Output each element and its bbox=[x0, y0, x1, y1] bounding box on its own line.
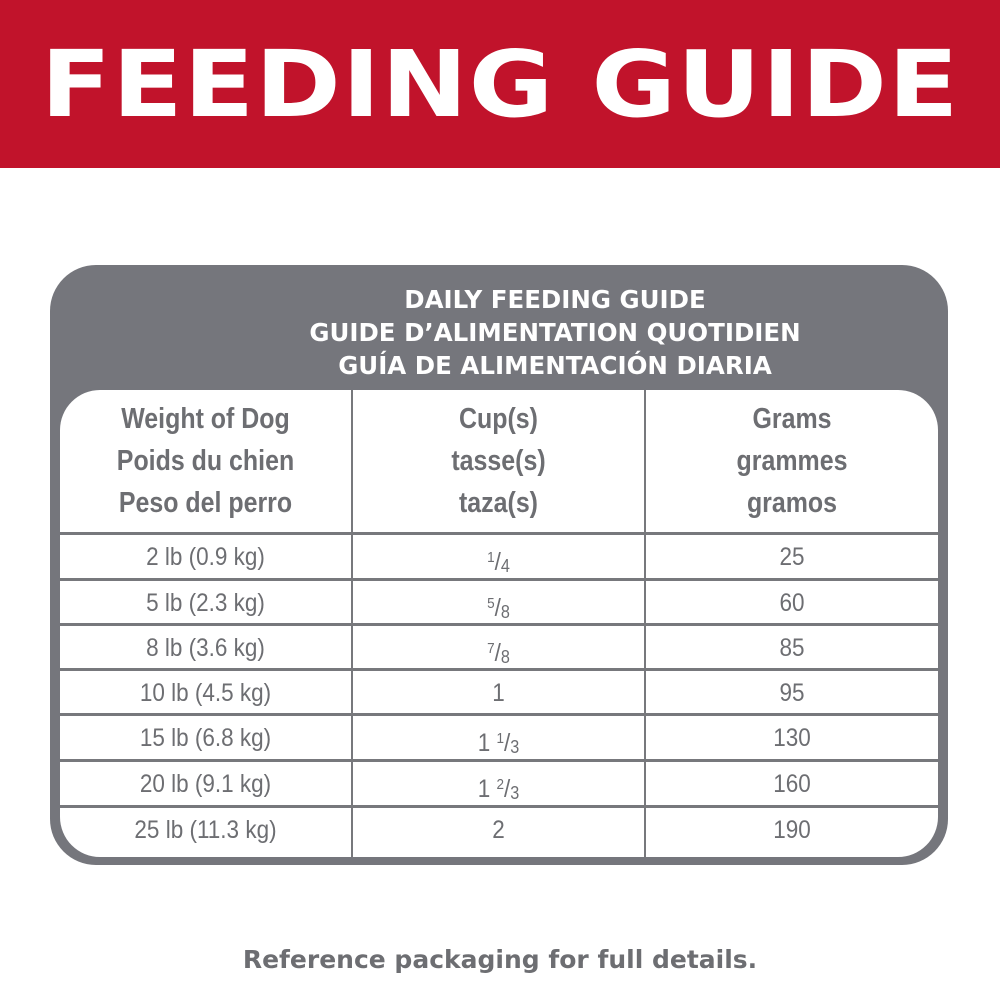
header-grams-fr: grammes bbox=[736, 445, 848, 477]
header-cups-es: taza(s) bbox=[458, 487, 538, 519]
header-grams bbox=[666, 398, 917, 524]
cell-weight: 20 lb (9.1 kg) bbox=[139, 770, 272, 798]
cell-grams: 25 bbox=[779, 543, 805, 571]
header-banner bbox=[0, 0, 1000, 168]
header-cups bbox=[373, 398, 623, 524]
cell-cups: 1 $^1/_3$ bbox=[477, 729, 520, 757]
cell-weight: 8 lb (3.6 kg) bbox=[146, 634, 265, 662]
cell-weight: 5 lb (2.3 kg) bbox=[146, 589, 265, 617]
header-weight-en: Weight of Dog bbox=[121, 403, 290, 435]
guide-title-fr: GUIDE D’ALIMENTATION QUOTIDIEN bbox=[309, 318, 801, 347]
cell-cups: $^5/_8$ bbox=[487, 594, 510, 622]
feeding-guide-card bbox=[50, 265, 948, 865]
header-cups-fr: tasse(s) bbox=[451, 445, 546, 477]
guide-title bbox=[217, 283, 893, 382]
cell-grams: 130 bbox=[773, 724, 811, 752]
cell-cups: 1 $^2/_3$ bbox=[477, 775, 520, 803]
cell-grams: 95 bbox=[779, 679, 805, 707]
header-weight-es: Peso del perro bbox=[118, 487, 293, 519]
cell-grams: 160 bbox=[773, 770, 811, 798]
header-weight-fr: Poids du chien bbox=[116, 445, 295, 477]
header-weight bbox=[80, 398, 330, 524]
cell-cups: 1 bbox=[492, 679, 505, 707]
cell-cups: $^1/_4$ bbox=[487, 548, 510, 576]
cell-weight: 25 lb (11.3 kg) bbox=[134, 816, 277, 844]
cell-grams: 60 bbox=[779, 589, 805, 617]
cell-weight: 2 lb (0.9 kg) bbox=[146, 543, 265, 571]
cell-cups: 2 bbox=[492, 816, 505, 844]
cell-grams: 85 bbox=[779, 634, 805, 662]
guide-title-es: GUÍA DE ALIMENTACIÓN DIARIA bbox=[338, 351, 772, 380]
cell-grams: 190 bbox=[773, 816, 811, 844]
header-grams-en: Grams bbox=[752, 403, 832, 435]
header-cups-en: Cup(s) bbox=[459, 403, 538, 435]
header-grams-es: gramos bbox=[746, 487, 838, 519]
cell-weight: 15 lb (6.8 kg) bbox=[139, 724, 272, 752]
feeding-table bbox=[60, 390, 938, 857]
cell-cups: $^7/_8$ bbox=[487, 639, 510, 667]
cell-weight: 10 lb (4.5 kg) bbox=[139, 679, 272, 707]
page-title: FEEDING GUIDE bbox=[40, 30, 960, 138]
footer-note: Reference packaging for full details. bbox=[242, 945, 758, 974]
guide-title-en: DAILY FEEDING GUIDE bbox=[404, 285, 706, 314]
